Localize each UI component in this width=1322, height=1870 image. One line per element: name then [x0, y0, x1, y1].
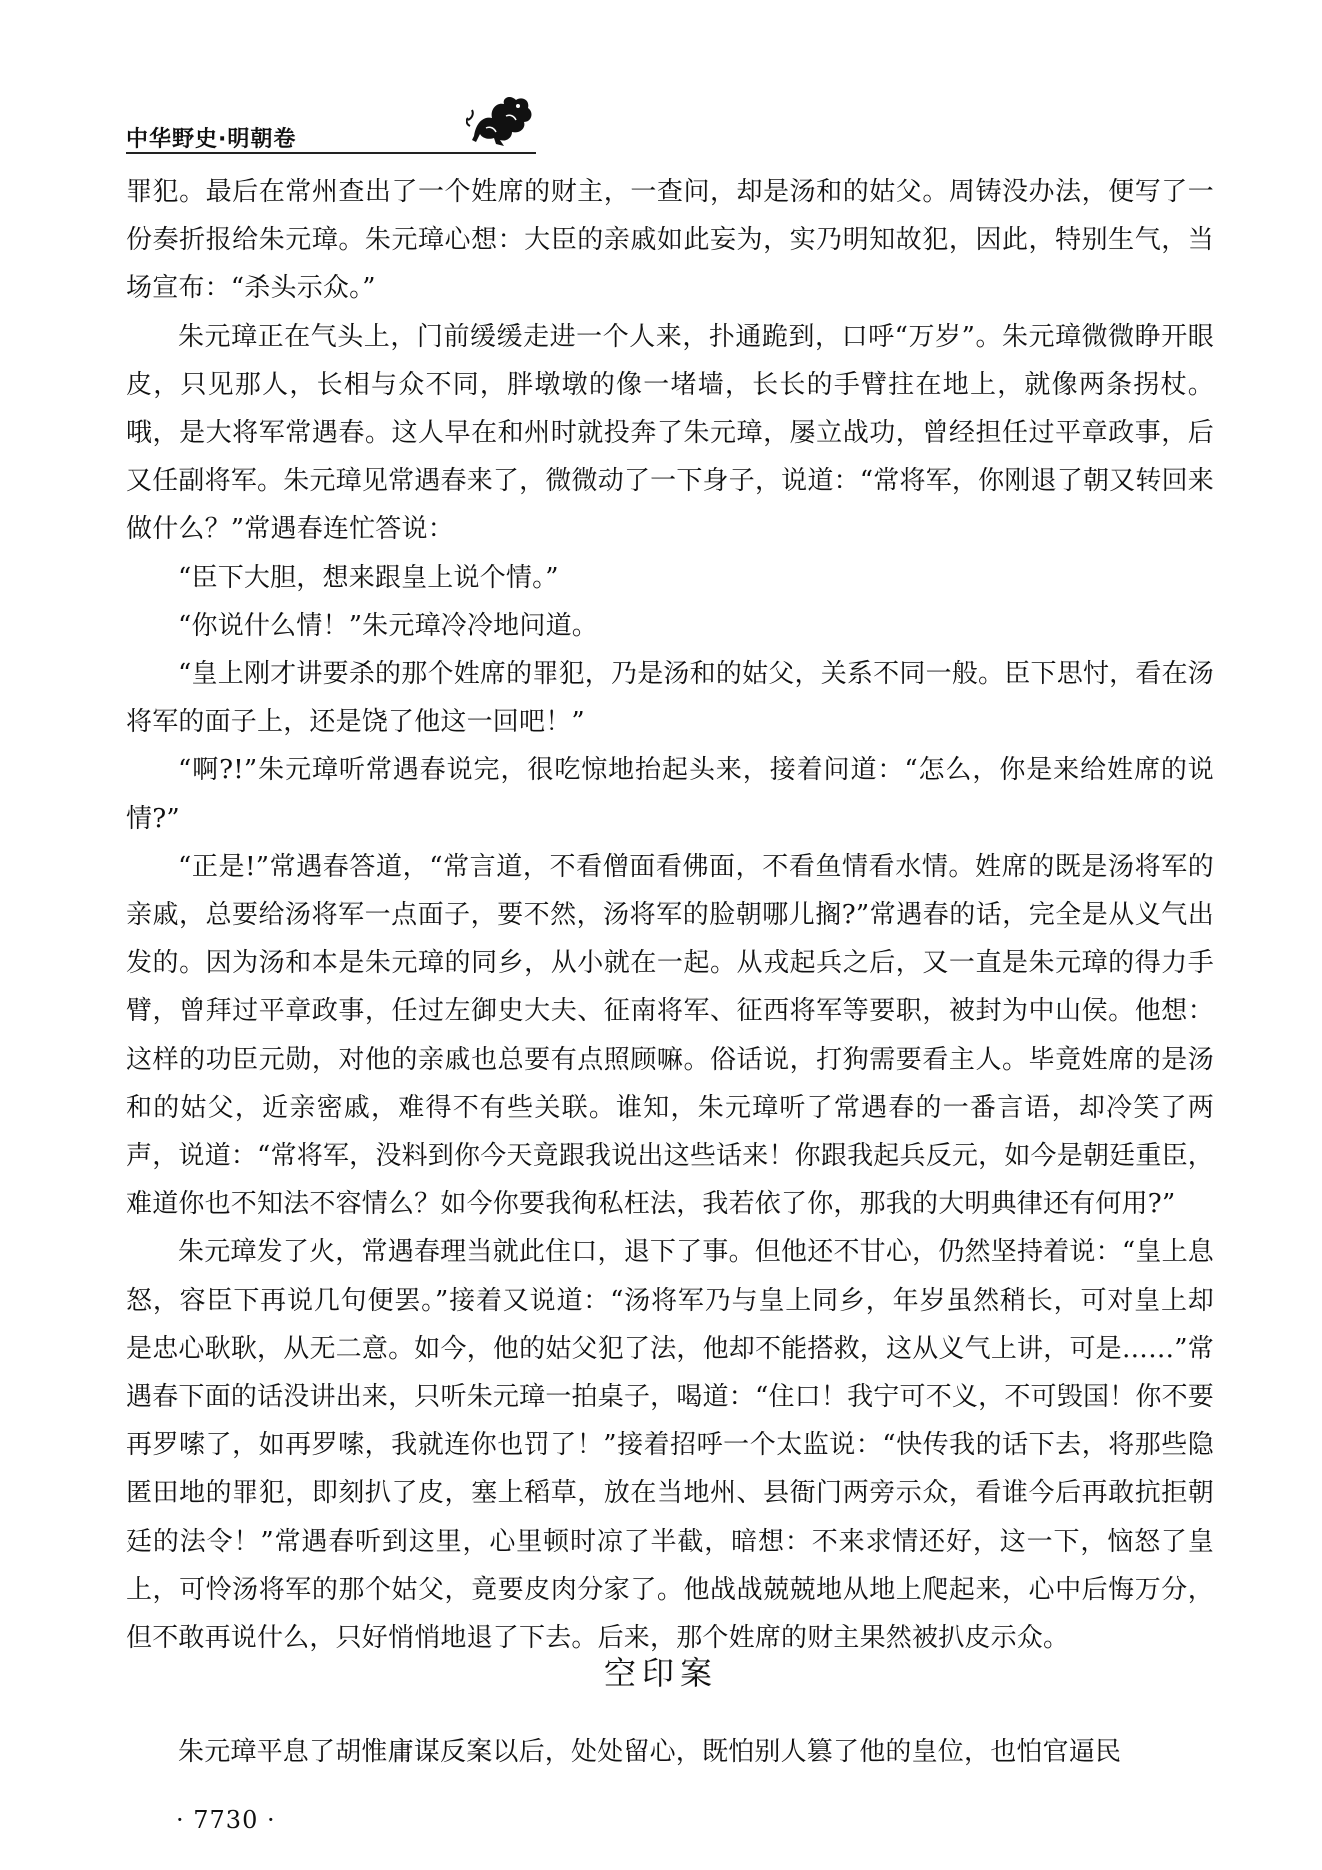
- section-heading: 空印案: [603, 1654, 718, 1692]
- paragraph: “啊?!”朱元璋听常遇春说完，很吃惊地抬起头来，接着问道：“怎么，你是来给姓席的说情?”: [126, 755, 1214, 834]
- dragon-icon: [466, 92, 536, 148]
- paragraph: “你说什么情！”朱元璋冷冷地问道。: [178, 610, 598, 641]
- running-header: [126, 82, 536, 152]
- paragraph: 朱元璋正在气头上，门前缓缓走进一个人来，扑通跪到，口呼“万岁”。朱元璋微微睁开眼皮，只见那人，长相与众不同，胖墩墩的像一堵墙，长长的手臂拄在地上，就像两条拐杖。哦，是大将军常遇春。这人早在和州时就投奔了朱元璋，屡立战功，曾经担任过平章政事，后又任副将军。朱元璋见常遇春来了，微微动了一下身子，说道：“常将军，你刚退了朝又转回来做什么？”常遇春连忙答说：: [126, 321, 1214, 545]
- book-title: 中华野史·明朝卷: [126, 127, 297, 152]
- paragraph: 罪犯。最后在常州查出了一个姓席的财主，一查问，却是汤和的姑父。周铸没办法，便写了一份奏折报给朱元璋。朱元璋心想：大臣的亲戚如此妄为，实乃明知故犯，因此，特别生气，当场宣布：“杀头示众。”: [126, 177, 1214, 304]
- paragraph: “臣下大胆，想来跟皇上说个情。”: [178, 562, 559, 593]
- page-number: · 7730 ·: [176, 1806, 276, 1834]
- paragraph: 朱元璋发了火，常遇春理当就此住口，退下了事。但他还不甘心，仍然坚持着说：“皇上息怒，容臣下再说几句便罢。”接着又说道：“汤将军乃与皇上同乡，年岁虽然稍长，可对皇上却是忠心耿耿，从无二意。如今，他的姑父犯了法，他却不能搭救，这从义气上讲，可是……”常遇春下面的话没讲出来，只听朱元璋一拍桌子，喝道：“住口！我宁可不义，不可毁国！你不要再罗嗦了，如再罗嗦，我就连你也罚了！”接着招呼一个太监说：“快传我的话下去，将那些隐匿田地的罪犯，即刻扒了皮，塞上稻草，放在当地州、县衙门两旁示众，看谁今后再敢抗拒朝廷的法令！”常遇春听到这里，心里顿时凉了半截，暗想：不来求情还好，这一下，恼怒了皇上，可怜汤将军的那个姑父，竟要皮肉分家了。他战战兢兢地从地上爬起来，心中后悔万分，但不敢再说什么，只好悄悄地退了下去。后来，那个姓席的财主果然被扒皮示众。: [126, 1237, 1214, 1654]
- paragraph: “皇上刚才讲要杀的那个姓席的罪犯，乃是汤和的姑父，关系不同一般。臣下思忖，看在汤将军的面子上，还是饶了他这一回吧！”: [126, 659, 1214, 738]
- article-body: [126, 168, 1214, 1662]
- section-body: [126, 1728, 1214, 1776]
- paragraph: 朱元璋平息了胡惟庸谋反案以后，处处留心，既怕别人篡了他的皇位，也怕官逼民: [178, 1737, 1122, 1767]
- header-divider: [126, 152, 536, 154]
- paragraph: “正是!”常遇春答道，“常言道，不看僧面看佛面，不看鱼情看水情。姓席的既是汤将军的亲戚，总要给汤将军一点面子，要不然，汤将军的脸朝哪儿搁?”常遇春的话，完全是从义气出发的。因为汤和本是朱元璋的同乡，从小就在一起。从戎起兵之后，又一直是朱元璋的得力手臂，曾拜过平章政事，任过左御史大夫、征南将军、征西将军等要职，被封为中山侯。他想：这样的功臣元勋，对他的亲戚也总要有点照顾嘛。俗话说，打狗需要看主人。毕竟姓席的是汤和的姑父，近亲密戚，难得不有些关联。谁知，朱元璋听了常遇春的一番言语，却冷笑了两声，说道：“常将军，没料到你今天竟跟我说出这些话来！你跟我起兵反元，如今是朝廷重臣，难道你也不知法不容情么？如今你要我徇私枉法，我若依了你，那我的大明典律还有何用?”: [126, 851, 1214, 1220]
